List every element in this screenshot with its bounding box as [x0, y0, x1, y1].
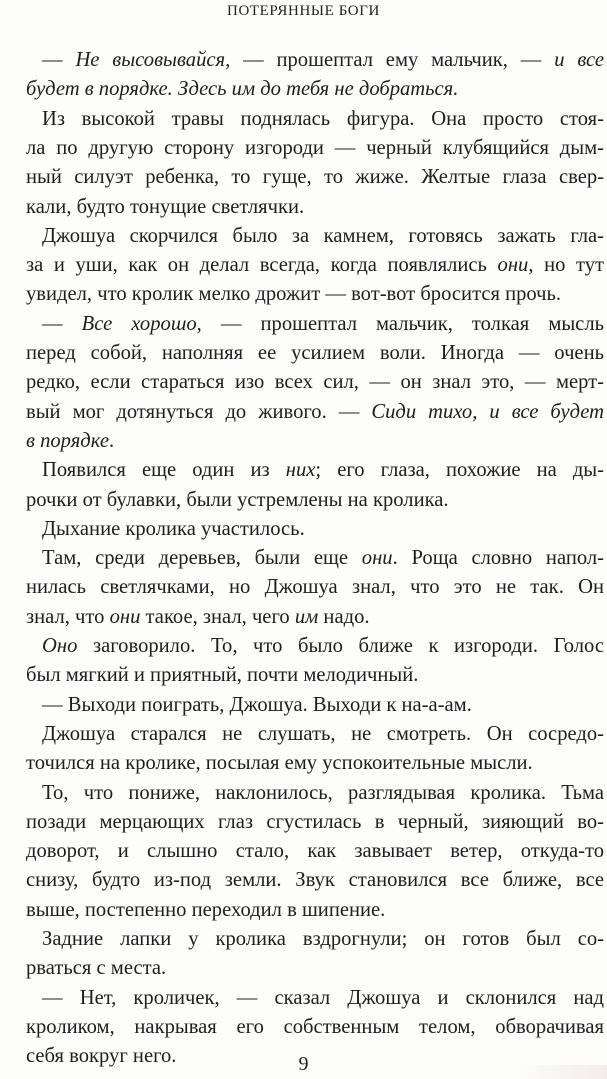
italic-text: Сиди тихо, и все будет [371, 400, 604, 423]
text-line [26, 954, 604, 983]
text-line [42, 515, 604, 544]
text-segment: себя вокруг него. [26, 1045, 177, 1068]
text-line [26, 427, 604, 456]
text-segment: рваться с места. [26, 957, 167, 980]
text-segment: выше, постепенно переходил в шипение. [26, 898, 386, 921]
text-segment: за и уши, как он делал всегда, когда появлялись [26, 254, 498, 277]
italic-text: Все хорошо, [81, 312, 221, 335]
text-line [42, 46, 604, 75]
text-segment: Там, среди деревьев, были еще [42, 547, 362, 570]
text-segment: Задние лапки у кролика вздрогнули; он готов был со- [42, 928, 604, 950]
text-segment: доворот, и слышно стало, как завывает ветер, откуда-то [26, 840, 604, 863]
text-line [42, 984, 604, 1013]
text-line [26, 661, 604, 690]
italic-text: они [497, 254, 529, 277]
text-line [26, 398, 604, 427]
text-line [26, 280, 604, 309]
text-segment: точился на кролике, посылая ему успокоительные мысли. [26, 752, 533, 775]
text-line [42, 925, 604, 954]
text-line [26, 339, 604, 368]
text-line [26, 251, 604, 280]
italic-text: Оно [42, 635, 78, 657]
text-line [26, 749, 604, 778]
text-line [26, 1013, 604, 1042]
text-segment: снизу, будто из-под земли. Звук становился все ближе, все [26, 869, 604, 892]
text-segment: Появился еще один из [42, 459, 286, 482]
text-segment: Из высокой травы поднялась фигура. Она просто стоя- [42, 107, 604, 130]
text-segment: кали, будто тонущие светлячки. [26, 195, 305, 218]
text-segment: ный силуэт ребенка, то гуще, то жиже. Желтые глаза свер- [26, 166, 604, 189]
text-segment: увидел, что кролик мелко дрожит — вот-вот бросится прочь. [26, 283, 562, 306]
text-line [42, 222, 604, 251]
text-segment: кроликом, накрывая его собственным телом, обворачивая [26, 1015, 604, 1038]
text-segment: был мягкий и приятный, почти мелодичный. [26, 664, 419, 687]
text-line [26, 193, 604, 222]
text-line [26, 368, 604, 397]
text-line [42, 456, 604, 485]
text-line [42, 310, 604, 339]
running-head: ПОТЕРЯННЫЕ БОГИ [227, 3, 380, 19]
text-line [42, 632, 604, 661]
text-segment: Джошуа старался не слушать, не смотреть. Он сосредо- [42, 722, 604, 745]
text-line [26, 808, 604, 837]
text-segment: редко, если стараться изо всех сил, — он знал это, — мерт- [26, 371, 604, 394]
text-line [26, 896, 604, 925]
text-line [26, 486, 604, 515]
italic-text: и все [554, 49, 605, 71]
text-segment: надо. [318, 605, 370, 628]
text-line [42, 105, 604, 134]
text-segment: — прошептал ему мальчик, — [243, 49, 555, 71]
text-line [42, 779, 604, 808]
text-segment: Дыхание кролика участилось. [42, 517, 305, 540]
italic-text: них [285, 459, 316, 482]
page-edge-mark [517, 1065, 607, 1079]
text-segment: ла по другую сторону изгороди — черный клубящийся дым- [26, 136, 604, 159]
italic-text: в порядке [26, 429, 109, 452]
text-line [26, 866, 604, 895]
italic-text: будет в порядке. Здесь им до тебя не добраться. [26, 78, 459, 101]
text-segment: заговорило. То, что было ближе к изгороди. Голос [77, 635, 604, 657]
text-segment: , но тут [528, 254, 604, 277]
text-line [26, 75, 604, 104]
text-segment: То, что пониже, наклонилось, разглядывая кролика. Тьма [42, 781, 604, 804]
text-segment: . Роща словно напол- [392, 547, 604, 570]
text-segment: такое, знал, чего [140, 605, 295, 628]
text-segment: Джошуа скорчился было за камнем, готовясь зажать гла- [42, 224, 604, 247]
text-line [26, 603, 604, 632]
text-line [42, 720, 604, 749]
page-number: 9 [298, 1053, 309, 1075]
text-segment: — Нет, кроличек, — сказал Джошуа и склонился над [42, 986, 604, 1009]
text-line [42, 691, 604, 720]
italic-text: они [361, 547, 393, 570]
text-line [42, 544, 604, 573]
text-segment: ; его глаза, похожие на ды- [315, 459, 604, 482]
text-segment: — Выходи поиграть, Джошуа. Выходи к на-а-ам. [42, 693, 472, 716]
text-segment: перед собой, наполняя ее усилием воли. Иногда — очень [26, 342, 604, 364]
text-segment: — [42, 49, 76, 71]
text-line [26, 163, 604, 192]
text-segment: нилась светлячками, но Джошуа знал, что это не так. Он [26, 576, 604, 599]
text-segment: позади мерцающих глаз сгустилась в черный, зияющий во- [26, 810, 604, 833]
text-segment: рочки от булавки, были устремлены на кролика. [26, 488, 449, 511]
text-line [26, 837, 604, 866]
text-segment: — [42, 312, 82, 335]
text-segment: — прошептал мальчик, толкая мысль [220, 312, 604, 335]
text-segment: . [108, 429, 115, 452]
text-line [26, 573, 604, 602]
text-segment: вый мог дотянуться до живого. — [26, 400, 372, 423]
italic-text: им [294, 605, 319, 628]
text-line [26, 134, 604, 163]
italic-text: они [109, 605, 141, 628]
text-segment: знал, что [26, 605, 110, 628]
italic-text: Не высовывайся, [75, 49, 244, 71]
